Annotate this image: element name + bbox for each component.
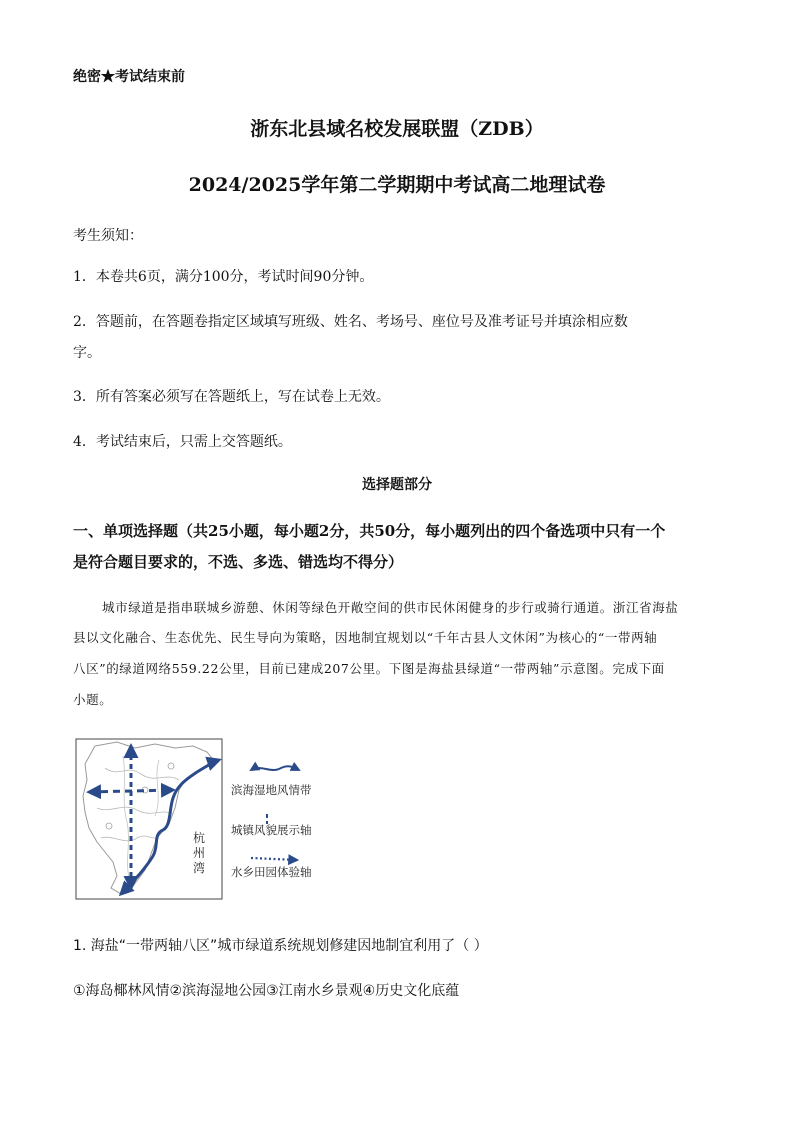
greenway-map [75,738,345,900]
secret-label: 绝密★考试结束前 [73,69,185,85]
material-line-4: 小题。 [73,692,113,707]
part-one-heading-continued: 是符合题目要求的，不选、多选、错选均不得分） [73,553,404,571]
exam-title-line2: 2024/2025学年第二学期期中考试高二地理试卷 [188,174,606,196]
material-line-2: 县以文化融合、生态优先、民生导向为策略，因地制宜规划以“千年古县人文休闲”为核心的“一带两轴 [73,630,658,645]
bay-label-char: 湾 [193,861,206,875]
bay-label-char: 州 [193,846,206,860]
notice-item-1: 1．本卷共6页，满分100分，考试时间90分钟。 [73,269,374,285]
legend-solid-line [251,766,299,770]
legend-label-town: 城镇风貌展示轴 [231,823,312,837]
material-line-1: 城市绿道是指串联城乡游憩、休闲等绿色开敞空间的供市民休闲健身的步行或骑行通道。浙江省海盐 [102,600,679,615]
section-title: 选择题部分 [362,477,432,493]
question-1-options: ①海岛椰林风情②滨海湿地公园③江南水乡景观④历史文化底蕴 [73,983,460,999]
greenway-map-figure [75,738,345,900]
map-frame [76,739,222,899]
exam-title-line1: 浙东北县域名校发展联盟（ZDB） [250,118,544,140]
notice-item-2-continued: 字。 [73,345,101,361]
legend-label-wetland: 滨海湿地风情带 [231,783,312,797]
notice-heading: 考生须知： [73,228,143,244]
legend-label-countryside: 水乡田园体验轴 [231,865,312,879]
legend-dotted-line [251,858,297,860]
notice-item-4: 4．考试结束后，只需上交答题纸。 [73,434,292,450]
question-1-stem: 1. 海盐“一带两轴八区”城市绿道系统规划修建因地制宜利用了（ ） [73,938,488,954]
part-one-heading: 一、单项选择题（共25小题，每小题2分，共50分，每小题列出的四个备选项中只有一个 [73,522,666,540]
notice-item-2: 2．答题前，在答题卷指定区域填写班级、姓名、考场号、座位号及准考证号并填涂相应数 [73,314,628,330]
material-line-3: 八区”的绿道网络559.22公里，目前已建成207公里。下图是海盐县绿道“一带两轴”示意图。完成下面 [73,661,665,676]
bay-label-char: 杭 [193,831,206,845]
notice-item-3: 3．所有答案必须写在答题纸上，写在试卷上无效。 [73,389,390,405]
